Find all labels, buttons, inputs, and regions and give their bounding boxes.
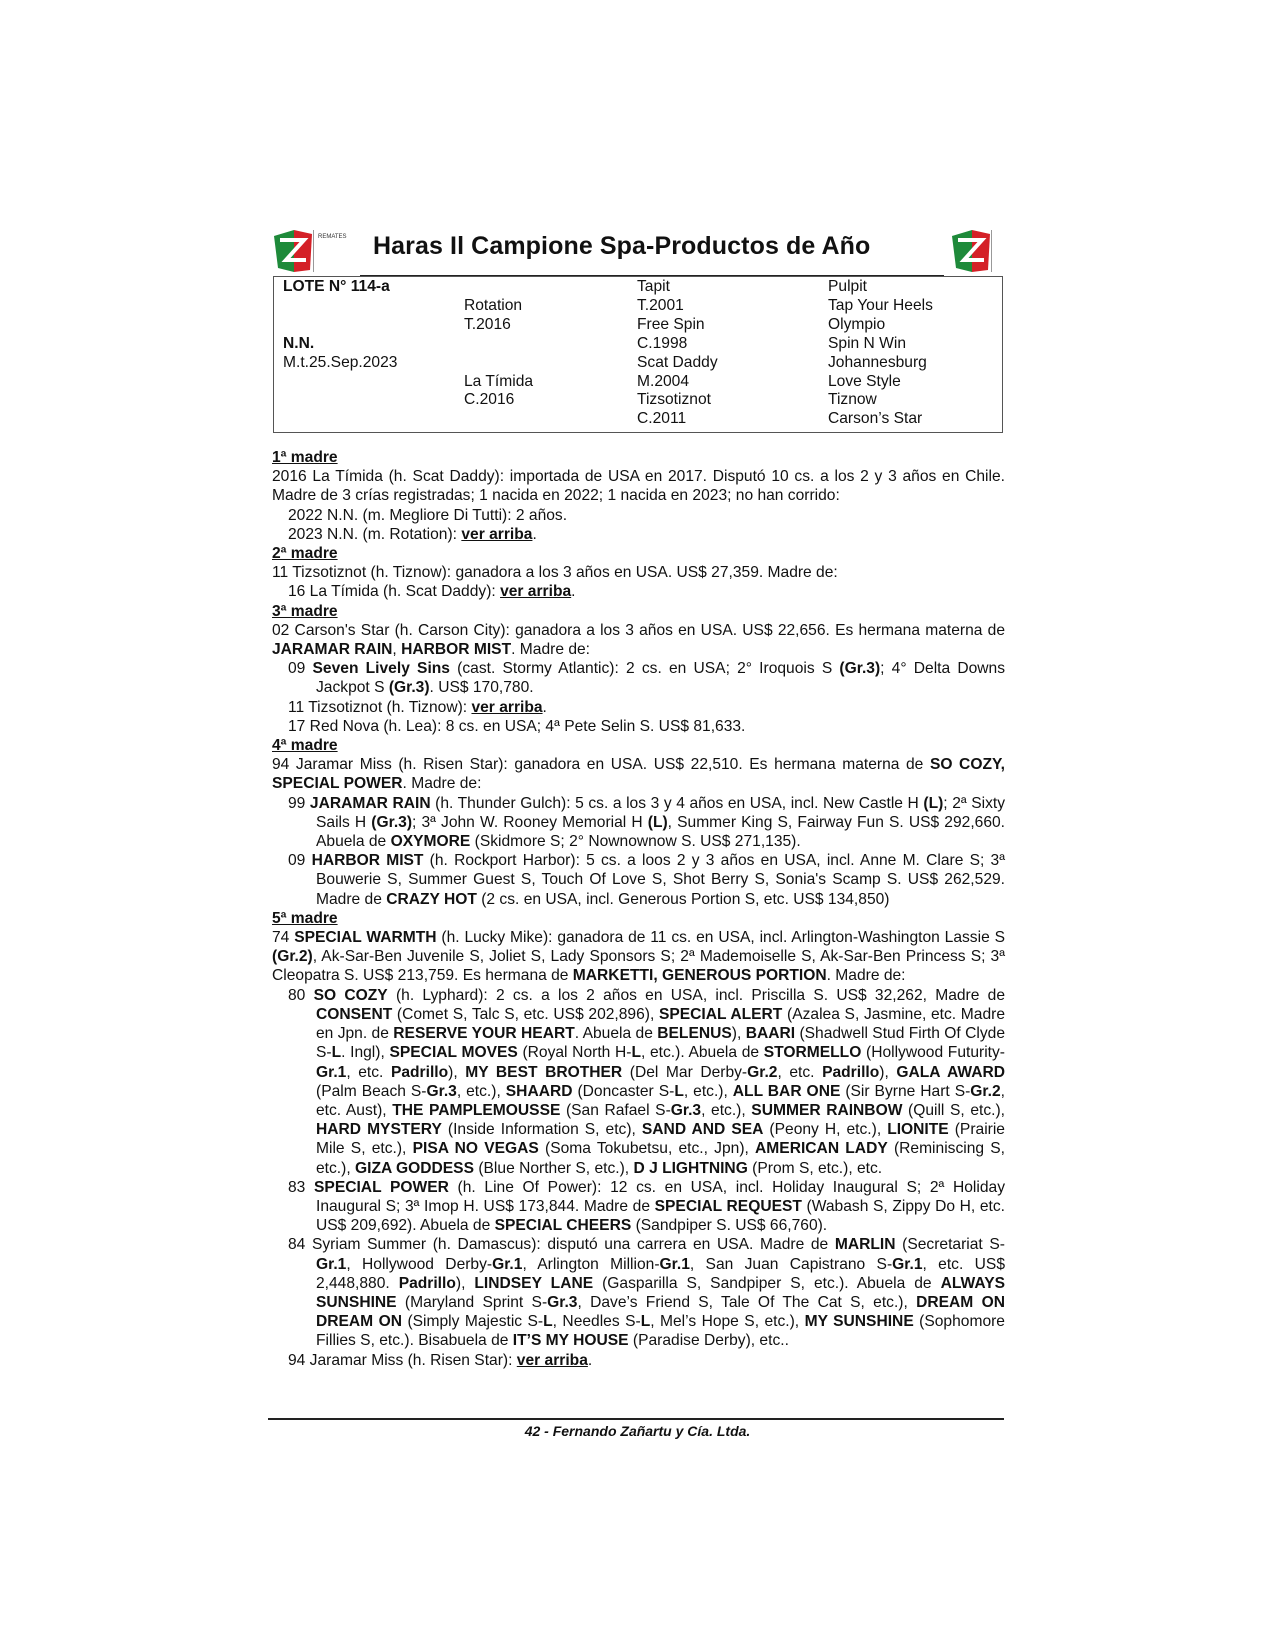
- text: . Madre de:: [511, 641, 590, 659]
- text: 02 Carson's Star (h. Carson City): ganadora a los 3 años en USA. US$ 22,656. Es hermana materna de: [272, 621, 1005, 639]
- text-run: (Paradise Derby), etc..: [628, 1332, 789, 1350]
- dam-year: C.2016: [464, 391, 515, 408]
- horse-bold: Seven Lively Sins: [312, 660, 450, 678]
- text-run: (Doncaster S-: [572, 1082, 675, 1100]
- gen2-cell: T.2001: [637, 297, 684, 314]
- paragraph: [272, 621, 1005, 659]
- footer-rule: [268, 1418, 1004, 1420]
- bold-run: MY SUNSHINE: [804, 1313, 914, 1331]
- text: 74: [272, 929, 295, 947]
- text-run: (Soma Tokubetsu, etc., Jpn),: [538, 1140, 756, 1158]
- sire-year: T.2016: [464, 316, 511, 333]
- text-run: , Hollywood Derby-: [346, 1255, 493, 1273]
- text: 09: [288, 660, 313, 678]
- text-run: , San Juan Capistrano S-: [689, 1255, 893, 1273]
- paragraph: 2023 N.N. (m. Rotation): ver arriba.: [288, 525, 537, 543]
- text: 09: [288, 852, 312, 870]
- text: (h. Rockport Harbor): 5 cs. a loos 2 y 3 años en USA, incl. Anne M. Clare S; 3ª Bouwerie S, Summer Guest S, Touch Of Love S, Shot Berry S, Sonia's Scamp S. US$ 262,529. Madre de: [316, 852, 1005, 908]
- text-run: , etc. US$ 2,448,880.: [316, 1255, 1005, 1292]
- horse-bold: CRAZY HOT: [386, 890, 477, 908]
- paragraph: 2022 N.N. (m. Megliore Di Tutti): 2 años.: [288, 506, 568, 524]
- bold-run: THE PAMPLEMOUSSE: [392, 1101, 561, 1119]
- gen3-cell: Love Style: [828, 373, 901, 390]
- text: (h. Thunder Gulch): 5 cs. a los 3 y 4 años en USA, incl. New Castle H: [430, 794, 924, 812]
- bold-run: Padrillo: [822, 1063, 880, 1081]
- text-run: (Royal North H-: [517, 1044, 632, 1062]
- text: 99: [288, 794, 310, 812]
- text: , Summer King S, Fairway Fun S. US$ 292,660. Abuela de: [316, 813, 1005, 851]
- text: 2023 N.N. (m. Rotation):: [288, 525, 462, 543]
- paragraph: 2016 La Tímida (h. Scat Daddy): importada de USA en 2017. Disputó 10 cs. a los 2 y 3 años en Chile. Madre de 3 crías registradas; 1 nacida en 2022; 1 nacida en 2023; no han corrido:: [272, 468, 1005, 505]
- text-run: (Comet S, Talc S, etc. US$ 202,896),: [392, 1005, 659, 1023]
- bold-run: GIZA GODDESS: [355, 1159, 474, 1177]
- horse-name: N.N.: [283, 335, 315, 352]
- bold-run: Gr.2: [970, 1082, 1001, 1100]
- section-heading: 5ª madre: [272, 909, 338, 927]
- text: ; 4° Delta Downs Jackpot S: [316, 660, 1006, 697]
- page-footer: 42 - Fernando Zañartu y Cía. Ltda.: [524, 1423, 751, 1439]
- bold-run: L: [543, 1313, 553, 1331]
- text: , Ak-Sar-Ben Juvenile S, Joliet S, Lady Sponsors S; 2ª Mademoiselle S, Ak-Sar-Ben Princess S; 3ª Cleopatra S. US$ 213,759. Es hermana de: [272, 948, 1005, 985]
- text-run: , etc.: [346, 1063, 391, 1081]
- text-run: (Blue Norther S, etc.),: [474, 1159, 634, 1177]
- bold-run: BAARI: [745, 1025, 796, 1043]
- paragraph: 94 Jaramar Miss (h. Risen Star): ver arriba.: [288, 1351, 593, 1369]
- bold-run: Gr.1: [892, 1255, 923, 1273]
- bold-run: LINDSEY LANE: [474, 1274, 594, 1292]
- pedigree-table: [273, 276, 1003, 433]
- bold-run: SPECIAL MOVES: [389, 1044, 518, 1062]
- text-run: , etc.). Abuela de: [640, 1044, 764, 1062]
- grade-bold: (Gr.3): [371, 813, 413, 831]
- bold-run: HARD MYSTERY: [316, 1121, 442, 1139]
- text: . Madre de:: [402, 775, 482, 793]
- bold-run: Gr.1: [316, 1063, 347, 1081]
- bold-run: SHAARD: [505, 1082, 573, 1100]
- text: ; 3ª John W. Rooney Memorial H: [412, 813, 648, 831]
- paragraph: 17 Red Nova (h. Lea): 8 cs. en USA; 4ª Pete Selin S. US$ 81,633.: [288, 717, 746, 735]
- bold-run: L: [631, 1044, 641, 1062]
- bold-run: STORMELLO: [763, 1044, 862, 1062]
- text-run: (Gasparilla S, Sandpiper S, etc.). Abuela de: [593, 1274, 941, 1292]
- text-run: (Del Mar Derby-: [622, 1063, 748, 1081]
- pedigree-notes: [272, 448, 1005, 1370]
- paragraph: 16 La Tímida (h. Scat Daddy): ver arriba.: [288, 583, 576, 601]
- paragraph: [272, 851, 1005, 909]
- text-run: (Reminiscing S, etc.),: [316, 1140, 1005, 1177]
- bold-run: SO COZY: [313, 986, 388, 1004]
- horse-bold: SPECIAL WARMTH: [294, 929, 437, 947]
- gen2-cell: Tapit: [637, 278, 670, 295]
- paragraph: [272, 986, 1005, 1178]
- ver-arriba-link: ver arriba: [516, 1351, 588, 1369]
- text: 94 Jaramar Miss (h. Risen Star):: [288, 1351, 517, 1369]
- text: (cast. Stormy Atlantic): 2 cs. en USA; 2° Iroquois S: [449, 660, 840, 678]
- zl-remates-logo: [270, 226, 347, 276]
- text-run: (Wabash S, Zippy Do H, etc. US$ 209,692). Abuela de: [316, 1197, 1006, 1235]
- text-run: , etc. Aust),: [316, 1082, 1005, 1119]
- text-run: , Mel’s Hope S, etc.),: [650, 1313, 805, 1331]
- page-header: [270, 222, 1004, 278]
- section-heading: 2ª madre: [272, 545, 338, 563]
- gen3-cell: Olympio: [828, 316, 886, 333]
- bold-run: SPECIAL POWER: [314, 1178, 449, 1196]
- horse-bold: HARBOR MIST: [401, 641, 512, 659]
- gen3-cell: Johannesburg: [828, 354, 927, 371]
- section-heading: 3ª madre: [272, 602, 338, 620]
- text-run: ),: [455, 1274, 475, 1292]
- text-run: (Prom S, etc.), etc.: [747, 1159, 883, 1177]
- gen2-cell: Scat Daddy: [637, 354, 718, 371]
- text: (Skidmore S; 2° Nownownow S. US$ 271,135).: [470, 833, 801, 851]
- gen2-cell: Tizsotiznot: [637, 391, 711, 408]
- bold-run: SAND AND SEA: [641, 1121, 764, 1139]
- gen2-cell: Free Spin: [637, 316, 705, 333]
- bold-run: ALWAYS SUNSHINE: [316, 1274, 1005, 1311]
- text-run: ),: [448, 1063, 466, 1081]
- text-run: (h. Lyphard): 2 cs. a los 2 años en USA, incl. Priscilla S. US$ 32,262, Madre de: [387, 986, 1006, 1004]
- bold-run: L: [674, 1082, 684, 1100]
- paragraph: [272, 755, 1005, 793]
- dam-name: La Tímida: [464, 373, 534, 390]
- grade-bold: (L): [923, 794, 944, 812]
- birth-info: M.t.25.Sep.2023: [283, 354, 398, 371]
- bold-run: Gr.1: [492, 1255, 523, 1273]
- text-run: ),: [879, 1063, 897, 1081]
- text: . Madre de:: [826, 967, 906, 985]
- grade-bold: (Gr.2): [272, 948, 313, 966]
- bold-run: ALL BAR ONE: [732, 1082, 841, 1100]
- horse-bold: OXYMORE: [390, 833, 471, 851]
- text-run: , Dave’s Friend S, Tale Of The Cat S, etc.),: [577, 1293, 917, 1311]
- bold-run: PISA NO VEGAS: [412, 1140, 539, 1158]
- bold-run: Padrillo: [398, 1274, 456, 1292]
- text: (2 cs. en USA, incl. Generous Portion S, etc. US$ 134,850): [476, 890, 890, 908]
- text-run: 84 Syriam Summer (h. Damascus): disputó una carrera en USA. Madre de: [288, 1236, 835, 1254]
- bold-run: SPECIAL CHEERS: [494, 1217, 632, 1235]
- section-heading: 1ª madre: [272, 449, 338, 466]
- gen3-cell: Spin N Win: [828, 335, 906, 352]
- text: 16 La Tímida (h. Scat Daddy):: [288, 583, 501, 601]
- text-run: , Needles S-: [552, 1313, 641, 1331]
- horse-bold: HARBOR MIST: [311, 852, 424, 870]
- gen2-cell: C.2011: [637, 410, 687, 427]
- bold-run: Gr.3: [670, 1101, 702, 1119]
- gen3-cell: Carson’s Star: [828, 410, 923, 427]
- text-run: (Quill S, etc.),: [902, 1101, 1005, 1119]
- text-run: (Sophomore Fillies S, etc.). Bisabuela de: [316, 1313, 1005, 1350]
- paragraph: 11 Tizsotiznot (h. Tiznow): ganadora a los 3 años en USA. US$ 27,359. Madre de:: [272, 564, 838, 582]
- bold-run: Gr.1: [659, 1255, 690, 1273]
- bold-run: AMERICAN LADY: [755, 1140, 888, 1158]
- horse-bold: SO COZY, SPECIAL POWER: [272, 756, 1005, 793]
- text: 94 Jaramar Miss (h. Risen Star): ganadora en USA. US$ 22,510. Es hermana materna de: [272, 756, 930, 774]
- text-run: , etc.: [777, 1063, 823, 1081]
- horse-bold: JARAMAR RAIN: [272, 641, 393, 659]
- bold-run: SPECIAL REQUEST: [654, 1197, 802, 1215]
- gen3-cell: Pulpit: [828, 278, 868, 295]
- lot-number: LOTE N° 114-a: [283, 278, 390, 295]
- text-run: 83: [288, 1178, 315, 1196]
- text-run: (Maryland Sprint S-: [396, 1293, 548, 1311]
- horse-bold: JARAMAR RAIN: [309, 794, 431, 812]
- bold-run: RESERVE YOUR HEART: [393, 1025, 575, 1043]
- text-run: (Simply Majestic S-: [402, 1313, 544, 1331]
- zl-remates-logo-right: [948, 226, 1004, 276]
- text-run: , etc.),: [701, 1101, 752, 1119]
- text-run: , Arlington Million-: [522, 1255, 660, 1273]
- paragraph: [272, 1235, 1005, 1350]
- paragraph: [272, 1178, 1005, 1236]
- text-run: (Secretariat S-: [895, 1236, 1005, 1254]
- section-heading: 4ª madre: [272, 737, 338, 755]
- text: ; 2ª Sixty Sails H: [316, 794, 1006, 831]
- gen2-cell: C.1998: [637, 335, 688, 352]
- text-run: (Peony H, etc.),: [763, 1121, 888, 1139]
- ver-arriba-link: ver arriba: [500, 583, 572, 601]
- text: ,: [392, 641, 402, 659]
- grade-bold: (L): [647, 813, 668, 831]
- text: 11 Tizsotiznot (h. Tiznow):: [288, 698, 472, 716]
- text-run: (Prairie Mile S, etc.),: [316, 1121, 1005, 1158]
- horse-bold: MARKETTI, GENEROUS PORTION: [572, 967, 827, 985]
- ver-arriba-link: ver arriba: [461, 525, 533, 543]
- text-run: (Sandpiper S. US$ 66,760).: [631, 1217, 828, 1235]
- bold-run: Gr.3: [547, 1293, 578, 1311]
- bold-run: BELENUS: [657, 1025, 732, 1043]
- text-run: (Sir Byrne Hart S-: [840, 1082, 971, 1100]
- bold-run: LIONITE: [887, 1121, 949, 1139]
- text: . US$ 170,780.: [429, 679, 534, 697]
- text-run: 80: [288, 986, 314, 1004]
- bold-run: L: [331, 1044, 342, 1062]
- sire-name: Rotation: [464, 297, 523, 314]
- bold-run: SUMMER RAINBOW: [751, 1101, 903, 1119]
- bold-run: MARLIN: [834, 1236, 896, 1254]
- text-run: (Shadwell Stud Firth Of Clyde S-: [316, 1025, 1006, 1062]
- paragraph: 11 Tizsotiznot (h. Tiznow): ver arriba.: [288, 698, 547, 716]
- bold-run: GALA AWARD: [896, 1063, 1006, 1081]
- grade-bold: (Gr.3): [388, 679, 430, 697]
- text-run: (Inside Information S, etc),: [441, 1121, 642, 1139]
- bold-run: Gr.3: [426, 1082, 457, 1100]
- bold-run: IT’S MY HOUSE: [512, 1332, 629, 1350]
- text: (h. Lucky Mike): ganadora de 11 cs. en USA, incl. Arlington-Washington Lassie S: [436, 929, 1005, 947]
- text-run: , etc.),: [683, 1082, 733, 1100]
- bold-run: DREAM ON DREAM ON: [316, 1293, 1005, 1331]
- text-run: (h. Line Of Power): 12 cs. en USA, incl. Holiday Inaugural S; 2ª Holiday Inaugural S; 3ª Imop H. US$ 173,844. Madre de: [316, 1178, 1005, 1215]
- bold-run: Padrillo: [390, 1063, 449, 1081]
- paragraph: [272, 659, 1005, 697]
- paragraph: [272, 794, 1005, 852]
- bold-run: L: [640, 1313, 651, 1331]
- gen2-cell: M.2004: [637, 373, 690, 390]
- grade-bold: (Gr.3): [839, 660, 881, 678]
- text-run: (Palm Beach S-: [316, 1082, 427, 1100]
- gen3-cell: Tap Your Heels: [828, 297, 933, 314]
- bold-run: D J LIGHTNING: [633, 1159, 748, 1177]
- paragraph: [272, 928, 1005, 986]
- page-title: Haras Il Campione Spa-Productos de Año: [373, 232, 871, 260]
- logo-text: REMATES: [318, 234, 347, 240]
- gen3-cell: Tiznow: [828, 391, 877, 408]
- ver-arriba-link: ver arriba: [471, 698, 543, 716]
- text-run: (San Rafael S-: [560, 1101, 671, 1119]
- text-run: (Azalea S, Jasmine, etc. Madre en Jpn. de: [316, 1005, 1006, 1043]
- bold-run: MY BEST BROTHER: [465, 1063, 623, 1081]
- text-run: . Abuela de: [574, 1025, 658, 1043]
- bold-run: CONSENT: [316, 1005, 393, 1023]
- bold-run: Gr.1: [316, 1255, 347, 1273]
- bold-run: Gr.2: [747, 1063, 778, 1081]
- text-run: . Ingl),: [341, 1044, 390, 1062]
- text-run: ),: [731, 1025, 746, 1043]
- text-run: (Hollywood Futurity-: [861, 1044, 1005, 1062]
- text-run: , etc.),: [456, 1082, 506, 1100]
- bold-run: SPECIAL ALERT: [658, 1005, 783, 1023]
